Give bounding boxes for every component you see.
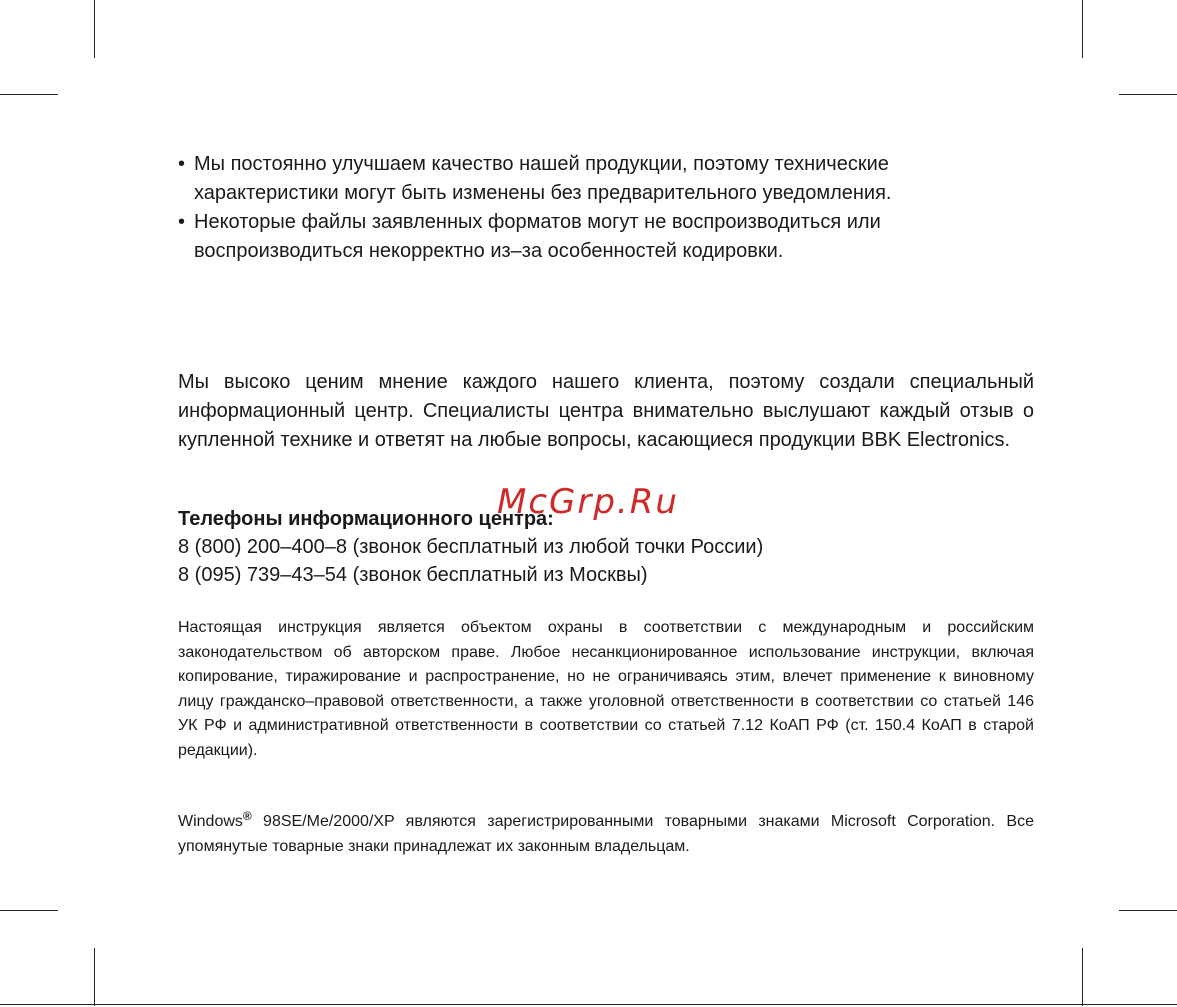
legal-notice: Настоящая инструкция является объектом охраны в соответствии с международным и российским законодательством об авторском праве. Любое несанкционированное использование инструкции, включая копирование, тиражирование и распространение, но не ограничиваясь этим, влечет применение к виновному лицу гражданско–правовой ответственности, а также уголовной ответственности в соответствии со статьей 146 УК РФ и административной ответственности в соответствии со статьей 7.12 КоАП РФ (ст. 150.4 КоАП в старой редакции). [178,619,1034,759]
phone-line: 8 (095) 739–43–54 (звонок бесплатный из Москвы) [178,564,648,586]
page-bottom-rule [0,1004,1177,1005]
phone-section-title: Телефоны информационного центра: [178,508,554,530]
bullet-icon: • [178,153,186,175]
crop-mark-top-left-horizontal [0,94,58,95]
notice-text: Мы постоянно улучшаем качество нашей продукции, поэтому технические характеристики могут быть изменены без предварительного уведомления. [194,153,892,204]
phone-line: 8 (800) 200–400–8 (звонок бесплатный из любой точки России) [178,536,764,558]
trademark-text: 98SE/Me/2000/XP являются зарегистрированными товарными знаками Microsoft Corporation. Все упомянутые товарные знаки принадлежат их законным владельцам. [178,813,1034,855]
notice-text: Некоторые файлы заявленных форматов могут не воспроизводиться или воспроизводиться некорректно из–за особенностей кодировки. [194,211,881,262]
registered-mark: ® [242,809,252,823]
notice-item [178,208,1034,266]
crop-mark-top-right-vertical [1082,0,1083,58]
notice-list [178,150,1034,266]
crop-mark-bottom-right-horizontal [1119,910,1177,911]
crop-mark-bottom-right-vertical [1082,948,1083,1006]
trademark-notice [178,804,1034,859]
notice-item [178,150,1034,208]
crop-mark-bottom-left-vertical [94,948,95,1006]
intro-paragraph: Мы высоко ценим мнение каждого нашего клиента, поэтому создали специальный информационный центр. Специалисты центра внимательно выслушают каждый отзыв о купленной технике и ответят на любые вопросы, касающиеся продукции BBK Electronics. [178,371,1034,451]
trademark-brand: Windows [178,813,243,830]
watermark-logo: McGrp.Ru [497,482,679,522]
crop-mark-bottom-left-horizontal [0,910,58,911]
bullet-icon: • [178,211,186,233]
crop-mark-top-right-horizontal [1119,94,1177,95]
crop-mark-top-left-vertical [94,0,95,58]
